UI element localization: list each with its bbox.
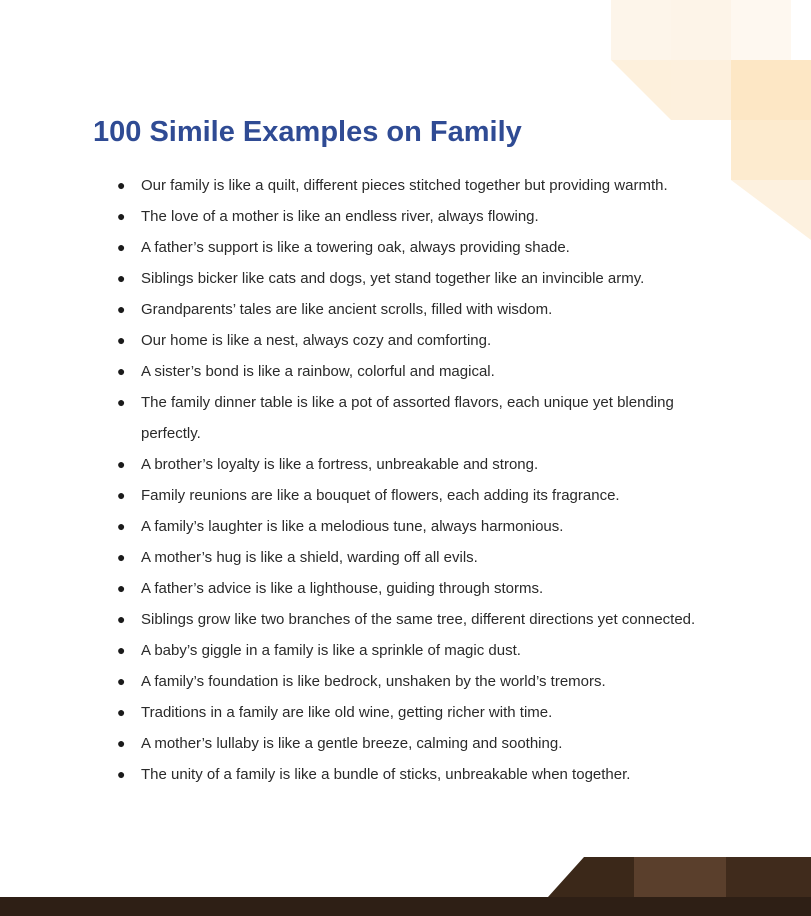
list-item: ● Our home is like a nest, always cozy and comforting.: [117, 332, 492, 349]
list-item: ● Grandparents’ tales are like ancient scrolls, filled with wisdom.: [117, 301, 553, 318]
list-item: ● A brother’s loyalty is like a fortress, unbreakable and strong.: [117, 456, 539, 473]
list-item: ● A mother’s lullaby is like a gentle breeze, calming and soothing.: [117, 735, 563, 752]
list-item: ● A father’s support is like a towering oak, always providing shade.: [117, 239, 570, 256]
list-item: ● Traditions in a family are like old wine, getting richer with time.: [117, 704, 553, 721]
list-item: ● A family’s laughter is like a melodious tune, always harmonious.: [117, 518, 564, 535]
list-item: ● The family dinner table is like a pot of assorted flavors, each unique yet blending perfectly.: [117, 394, 674, 442]
list-item: ● The love of a mother is like an endless river, always flowing.: [117, 208, 539, 225]
decorative-footer-bar: [0, 856, 811, 916]
list-item: ● Siblings bicker like cats and dogs, yet stand together like an invincible army.: [117, 270, 645, 287]
list-item: ● A family’s foundation is like bedrock, unshaken by the world’s tremors.: [117, 673, 606, 690]
list-item: ● A father’s advice is like a lighthouse, guiding through storms.: [117, 580, 544, 597]
list-item: ● The unity of a family is like a bundle of sticks, unbreakable when together.: [117, 766, 631, 783]
page-title: 100 Simile Examples on Family: [93, 116, 522, 148]
list-item: ● A mother’s hug is like a shield, warding off all evils.: [117, 549, 478, 566]
list-item: ● Family reunions are like a bouquet of flowers, each adding its fragrance.: [117, 487, 620, 504]
list-item: ● A sister’s bond is like a rainbow, colorful and magical.: [117, 363, 495, 380]
list-item: ● A baby’s giggle in a family is like a sprinkle of magic dust.: [117, 642, 521, 659]
list-item: ● Siblings grow like two branches of the same tree, different directions yet connected.: [117, 611, 696, 628]
simile-list: [117, 170, 717, 790]
list-item: ● Our family is like a quilt, different pieces stitched together but providing warmth.: [117, 177, 668, 194]
